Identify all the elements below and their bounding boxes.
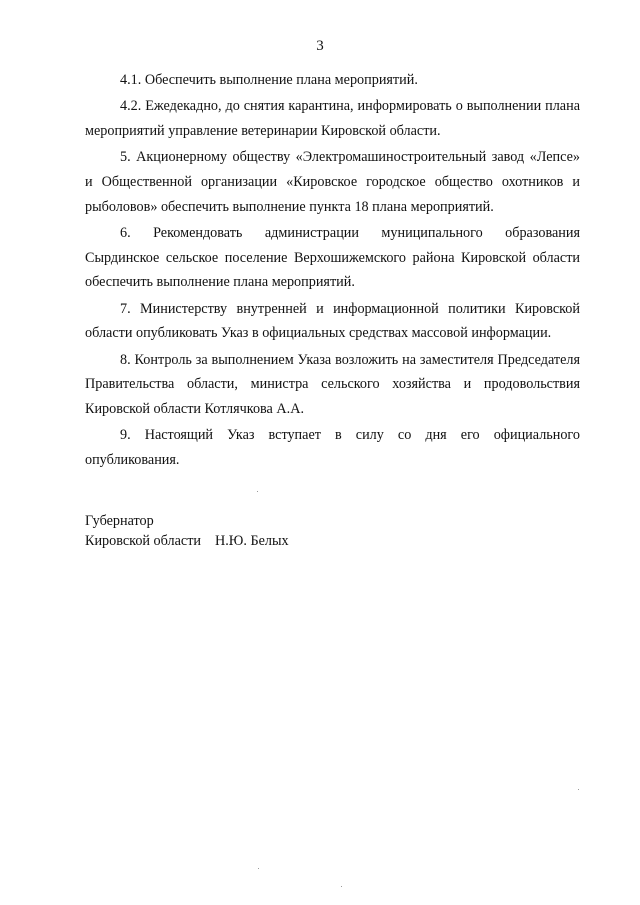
paragraph-7: 7. Министерству внутренней и информационной политики Кировской области опубликовать Указ в официальных средствах массовой информации.	[85, 300, 580, 342]
paragraph-6: 6. Рекомендовать администрации муниципального образования Сырдинское сельское поселение Верхошижемского района Кировской области обеспечить выполнение плана мероприятий.	[85, 224, 580, 291]
paragraph-5: 5. Акционерному обществу «Электромашиностроительный завод «Лепсе» и Общественной организации «Кировское городское общество охотников и рыболовов» обеспечить выполнение пункта 18 плана мероприятий.	[85, 149, 580, 215]
signatory-name: Н.Ю. Белых	[215, 533, 289, 549]
signatory-region-line	[85, 531, 485, 551]
paragraph-4-2: 4.2. Ежедекадно, до снятия карантина, информировать о выполнении плана мероприятий управление ветеринарии Кировской области.	[85, 98, 580, 139]
signatory-title: Губернатор	[85, 513, 154, 529]
scan-speck	[341, 886, 342, 887]
paragraph-4-1: 4.1. Обеспечить выполнение плана мероприятий.	[120, 72, 418, 88]
decree-body	[85, 68, 580, 472]
scan-speck	[578, 789, 579, 790]
signatory-region: Кировской области	[85, 533, 201, 549]
scan-speck	[258, 868, 259, 869]
signature-block	[85, 511, 485, 551]
paragraph-9: 9. Настоящий Указ вступает в силу со дня его официального опубликования.	[85, 427, 580, 468]
paragraph-8: 8. Контроль за выполнением Указа возложить на заместителя Председателя Правительства области, министра сельского хозяйства и продовольствия Кировской области Котлячкова А.А.	[85, 351, 580, 417]
page-number: 3	[316, 38, 324, 54]
scan-speck	[257, 491, 258, 492]
